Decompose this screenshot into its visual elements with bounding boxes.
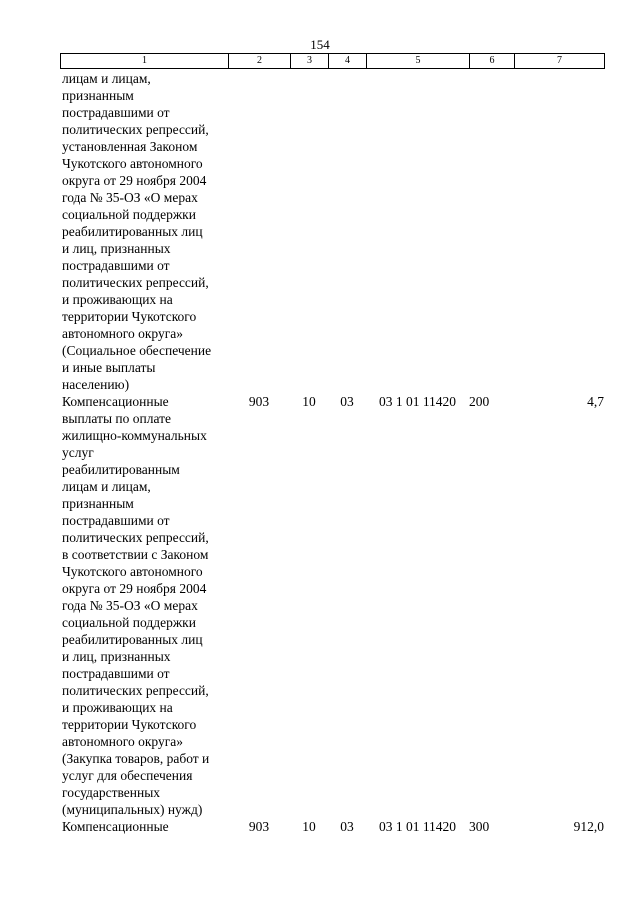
column-number-header xyxy=(60,53,605,69)
row-code-expense-type xyxy=(469,70,514,393)
row-code-ministry xyxy=(228,70,290,393)
row-code-subsection xyxy=(328,70,366,393)
row-code-ministry: 903 xyxy=(248,394,270,409)
row-amount: 4,7 xyxy=(587,394,604,409)
header-col-2: 2 xyxy=(229,54,291,69)
header-col-5: 5 xyxy=(367,54,470,69)
budget-table xyxy=(60,70,604,835)
header-col-1: 1 xyxy=(61,54,229,69)
row-code-section xyxy=(290,70,328,393)
header-col-3: 3 xyxy=(291,54,329,69)
row-amount xyxy=(514,70,604,393)
row-amount: 912,0 xyxy=(573,819,604,834)
row-description: лицам и лицам, признанным пострадавшими от политических репрессий, установленная Законом Чукотского автономного округа от 29 ноября 2004 года № 35-ОЗ «О мерах социальной поддержки реабилитированных лиц и лиц, признанных пострадавшими от политических репрессий, и проживающих на территории Чукотского автономного округа» (Социальное обеспечение и иные выплаты населению) xyxy=(62,71,212,392)
row-code-section: 10 xyxy=(302,819,316,834)
row-code-target xyxy=(366,70,469,393)
page-number: 154 xyxy=(310,37,330,52)
row-code-ministry: 903 xyxy=(248,819,270,834)
row-code-subsection: 03 xyxy=(340,394,354,409)
row-description: Компенсационные xyxy=(62,819,169,834)
row-code-target: 03 1 01 11420 xyxy=(378,819,457,834)
row-description: Компенсационные выплаты по оплате жилищно-коммунальных услуг реабилитированным лицам и лицам, признанным пострадавшими от политических репрессий, в соответствии с Законом Чукотского автономного округа от 29 ноября 2004 года № 35-ОЗ «О мерах социальной поддержки реабилитированных лиц и лиц, признанных пострадавшими от политических репрессий, и проживающих на территории Чукотского автономного округа» (Закупка товаров, работ и услуг для обеспечения государственных (муниципальных) нужд) xyxy=(62,394,210,817)
header-col-4: 4 xyxy=(329,54,367,69)
table-row xyxy=(60,70,604,393)
row-code-expense-type: 300 xyxy=(469,819,490,834)
row-code-section: 10 xyxy=(302,394,316,409)
row-code-target: 03 1 01 11420 xyxy=(378,394,457,409)
table-row xyxy=(60,393,604,818)
header-col-6: 6 xyxy=(470,54,515,69)
row-code-subsection: 03 xyxy=(340,819,354,834)
header-col-7: 7 xyxy=(515,54,605,69)
row-code-expense-type: 200 xyxy=(469,394,490,409)
table-row xyxy=(60,818,604,835)
